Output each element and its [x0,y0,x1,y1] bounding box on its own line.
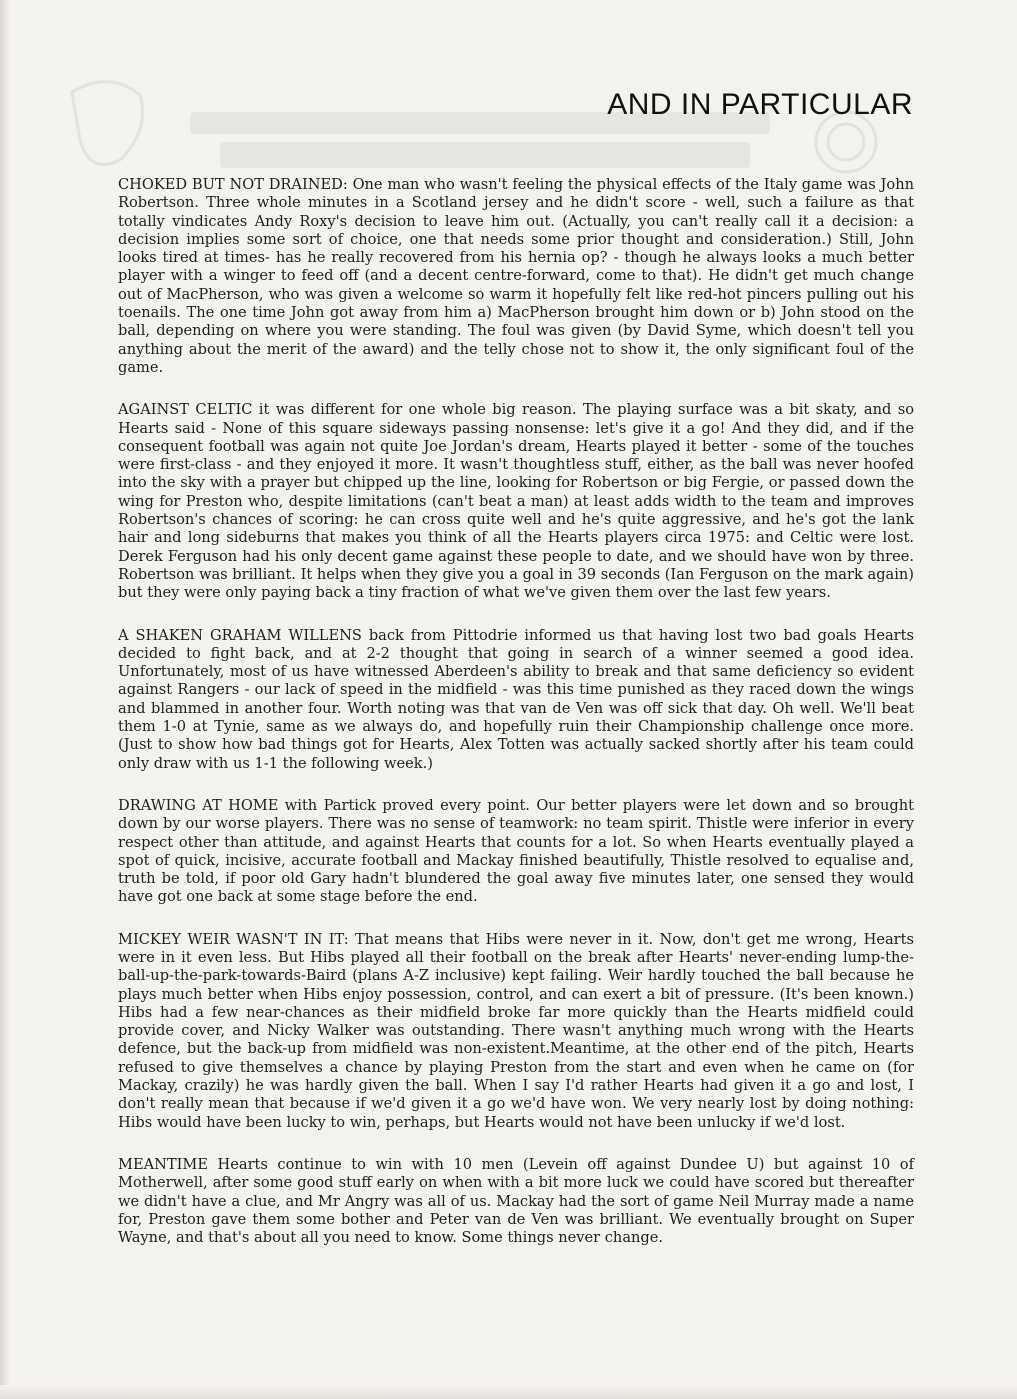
paragraph-against-celtic: AGAINST CELTIC it was different for one whole big reason. The playing surface was a bit skaty, and so Hearts said - None of this square sideways passing nonsense: let's give it a go! And they did, and if the consequent football was again not quite Joe Jordan's dream, Hearts played it better - some of the touches were first-class - and they enjoyed it more. It wasn't thoughtless stuff, either, as the ball was never hoofed into the sky with a prayer but chipped up the line, looking for Robertson or big Fergie, or passed down the wing for Preston who, despite limitations (can't beat a man) at least adds width to the team and improves Robertson's chances of scoring: he can cross quite well and he's quite aggressive, and he's got the lank hair and long sideburns that makes you think of all the Hearts players circa 1975: and Celtic were lost. Derek Ferguson had his only decent game against these people to date, and we should have won by three. Robertson was brilliant. It helps when they give you a goal in 39 seconds (Ian Ferguson on the mark again) but they were only paying back a tiny fraction of what we've given them over the last few years. [118,401,914,602]
paragraph-hibs: MICKEY WEIR WASN'T IN IT: That means that Hibs were never in it. Now, don't get me wrong, Hearts were in it even less. But Hibs played all their football on the break after Hearts' never-ending lump-the- ball-up-the-park-towards-Baird (plans A-Z inclusive) kept failing. Weir hardly touched the ball because he plays much better when Hibs enjoy possession, control, and can exert a bit of pressure. (It's been known.) Hibs had a few near-chances as their midfield broke far more quickly than the Hearts midfield could provide cover, and Nicky Walker was outstanding. There wasn't anything much wrong with the Hearts defence, but the back-up from midfield was non-existent.Meantime, at the other end of the pitch, Hearts refused to give themselves a chance by playing Preston from the start and even when he came on (for Mackay, crazily) he was hardly given the ball. When I say I'd rather Hearts had given it a go and lost, I don't really mean that because if we'd given it a go we'd have won. We very nearly lost by doing nothing: Hibs would have been lucky to win, perhaps, but Hearts would not have been unlucky if we'd lost. [118,930,914,1131]
paragraph-partick: DRAWING AT HOME with Partick proved every point. Our better players were let down and so brought down by our worse players. There was no sense of teamwork: no team spirit. Thistle were inferior in every respect other than attitude, and against Hearts that counts for a lot. So when Hearts eventually played a spot of quick, incisive, accurate football and Mackay finished beautifully, Thistle resolved to equalise and, truth be told, if poor old Gary hadn't blundered the goal away five minutes later, one sensed they would have got one back at some stage before the end. [118,796,914,906]
paragraph-robertson-scotland: CHOKED BUT NOT DRAINED: One man who wasn't feeling the physical effects of the Italy game was John Robertson. Three whole minutes in a Scotland jersey and he didn't score - well, such a failure as that totally vindicates Andy Roxy's decision to leave him out. (Actually, you can't really call it a decision: a decision implies some sort of choice, one that needs some prior thought and consideration.) Still, John looks tired at times- has he really recovered from his hernia op? - though he always looks a much better player with a winger to feed off (and a decent centre-forward, come to that). He didn't get much change out of MacPherson, who was given a welcome so warm it hopefully felt like red-hot pincers pulling out his toenails. The one time John got away from him a) MacPherson brought him down or b) John stood on the ball, depending on where you were standing. The foul was given (by David Syme, which doesn't tell you anything about the merit of the award) and the telly chose not to show it, the only significant foul of the game. [118,176,914,376]
paragraph-aberdeen: A SHAKEN GRAHAM WILLENS back from Pittodrie informed us that having lost two bad goals Hearts decided to fight back, and at 2-2 thought that going in search of a winner seemed a good idea. Unfortunately, most of us have witnessed Aberdeen's ability to break and that same deficiency so evident against Rangers - our lack of speed in the midfield - was this time punished as they raced down the wings and blammed in another four. Worth noting was that van de Ven was off sick that day. Oh well. We'll beat them 1-0 at Tynie, same as we always do, and hopefully ruin their Championship challenge once more. (Just to show how bad things got for Hearts, Alex Totten was actually sacked shortly after his team could only draw with us 1-1 the following week.) [118,626,914,772]
page-bottom-shadow [0,1385,1017,1399]
page-edge-shadow [0,0,10,1399]
article-body [118,176,914,1271]
page-title: AND IN PARTICULAR [607,88,913,121]
paragraph-motherwell: MEANTIME Hearts continue to win with 10 men (Levein off against Dundee U) but against 10 of Motherwell, after some good stuff early on when with a bit more luck we could have scored but thereafter we didn't have a clue, and Mr Angry was all of us. Mackay had the sort of game Neil Murray made a name for, Preston gave them some bother and Peter van de Ven was brilliant. We eventually brought on Super Wayne, and that's about all you need to know. Some things never change. [118,1155,914,1247]
show-through-crest-left [72,82,143,165]
